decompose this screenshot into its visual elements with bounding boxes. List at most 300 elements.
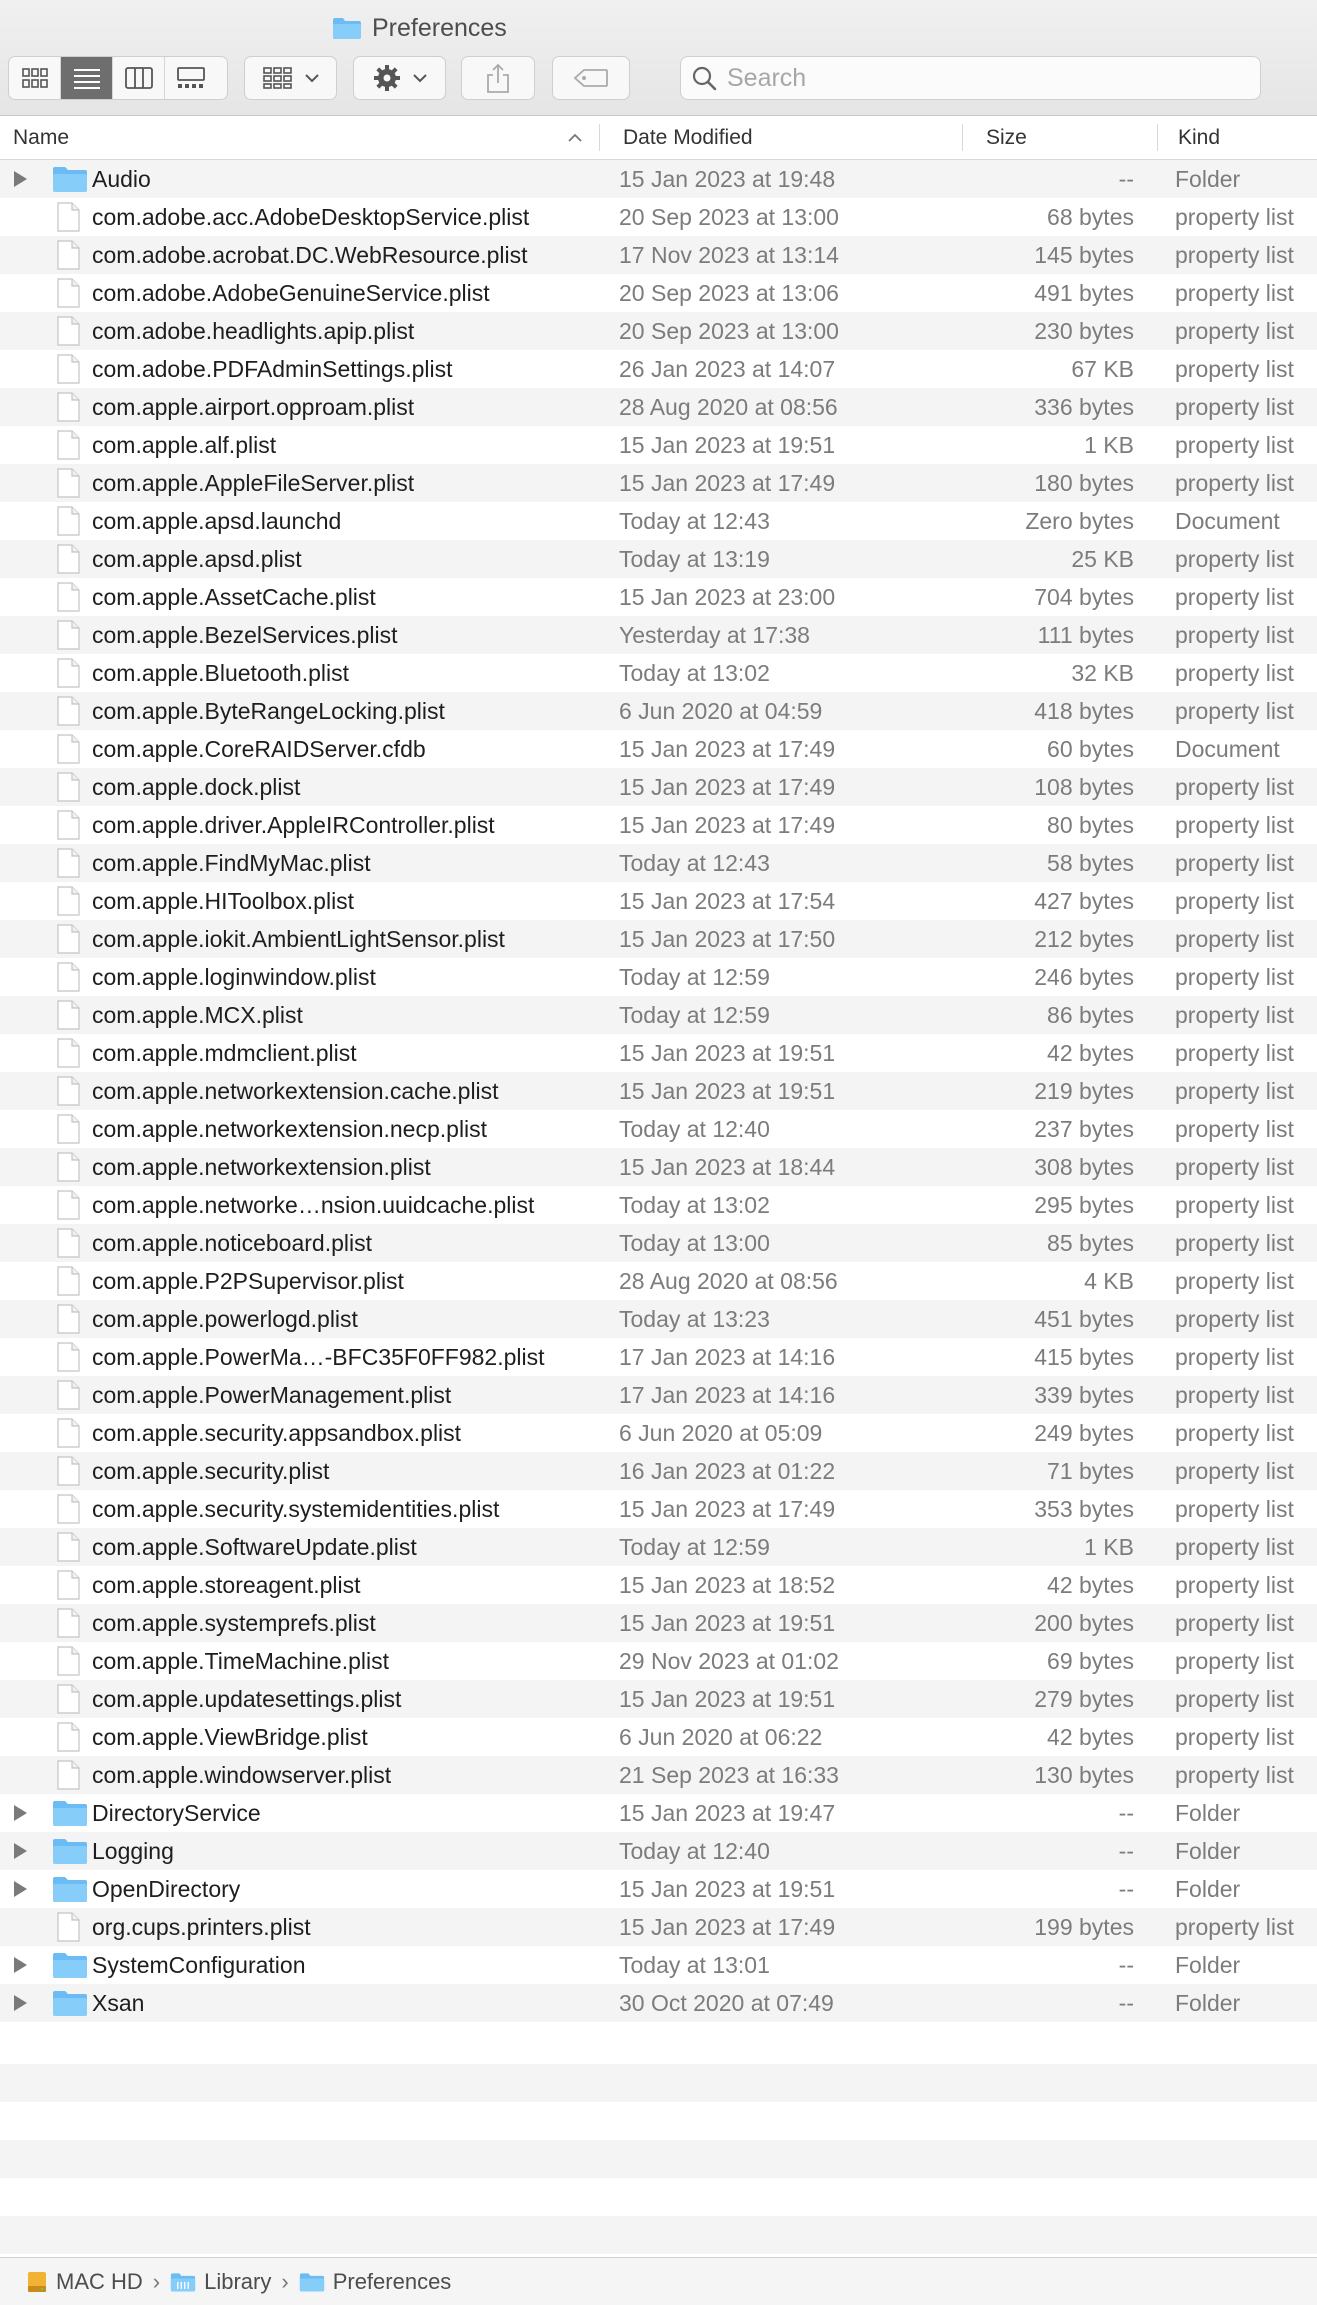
document-icon	[54, 392, 82, 428]
file-size: 130 bytes	[1034, 1762, 1134, 1788]
file-row[interactable]	[0, 1718, 1317, 1756]
file-row[interactable]	[0, 1300, 1317, 1338]
file-size: Zero bytes	[1025, 508, 1134, 534]
disclosure-triangle-icon[interactable]	[14, 1995, 27, 2011]
file-name: com.apple.AssetCache.plist	[92, 584, 376, 610]
document-icon	[54, 1570, 82, 1606]
file-name: com.apple.MCX.plist	[92, 1002, 303, 1028]
file-size: 219 bytes	[1034, 1078, 1134, 1104]
date-modified: 20 Sep 2023 at 13:00	[619, 204, 839, 230]
date-modified: Today at 13:00	[619, 1230, 770, 1256]
document-icon	[54, 1532, 82, 1568]
disclosure-triangle-icon[interactable]	[14, 1805, 27, 1821]
date-modified: 15 Jan 2023 at 17:49	[619, 1914, 836, 1940]
gear-icon	[373, 64, 401, 92]
file-name: com.apple.updatesettings.plist	[92, 1686, 402, 1712]
file-size: 32 KB	[1071, 660, 1134, 686]
date-modified: 15 Jan 2023 at 17:54	[619, 888, 836, 914]
file-name: OpenDirectory	[92, 1876, 241, 1902]
path-item-library[interactable]	[170, 2269, 271, 2295]
name-column-label: Name	[13, 125, 70, 149]
date-modified: 15 Jan 2023 at 19:48	[619, 166, 836, 192]
date-modified: 21 Sep 2023 at 16:33	[619, 1762, 839, 1788]
file-kind: property list	[1175, 1686, 1294, 1712]
document-icon	[54, 1456, 82, 1492]
file-row[interactable]	[0, 236, 1317, 274]
file-name: com.apple.security.appsandbox.plist	[92, 1420, 462, 1446]
file-name: com.apple.AppleFileServer.plist	[92, 470, 415, 496]
file-size: 491 bytes	[1034, 280, 1134, 306]
hard-drive-icon	[26, 2270, 48, 2294]
kind-column-header[interactable]	[1158, 116, 1317, 159]
date-modified: 15 Jan 2023 at 23:00	[619, 584, 836, 610]
file-kind: property list	[1175, 1762, 1294, 1788]
date-modified: 17 Jan 2023 at 14:16	[619, 1382, 836, 1408]
path-item-label: Library	[204, 2268, 272, 2294]
file-size: 86 bytes	[1047, 1002, 1134, 1028]
file-row[interactable]	[0, 1186, 1317, 1224]
file-row[interactable]	[0, 806, 1317, 844]
file-name: com.apple.ByteRangeLocking.plist	[92, 698, 445, 724]
date-modified: 15 Jan 2023 at 19:51	[619, 1610, 836, 1636]
document-icon	[54, 1722, 82, 1758]
file-kind: property list	[1175, 888, 1294, 914]
file-row[interactable]	[0, 312, 1317, 350]
column-view-button[interactable]	[113, 57, 165, 99]
file-row[interactable]	[0, 958, 1317, 996]
document-icon	[54, 886, 82, 922]
file-row[interactable]	[0, 692, 1317, 730]
chevron-down-icon	[305, 73, 319, 83]
folder-row[interactable]	[0, 1832, 1317, 1870]
date-modified: 15 Jan 2023 at 17:49	[619, 774, 836, 800]
empty-row	[0, 2140, 1317, 2178]
file-name: com.apple.P2PSupervisor.plist	[92, 1268, 404, 1294]
file-kind: property list	[1175, 1040, 1294, 1066]
file-row[interactable]	[0, 1490, 1317, 1528]
file-row[interactable]	[0, 730, 1317, 768]
document-icon	[54, 468, 82, 504]
disclosure-triangle-icon[interactable]	[14, 1881, 27, 1897]
folder-row[interactable]	[0, 160, 1317, 198]
date-modified: 6 Jun 2020 at 06:22	[619, 1724, 823, 1750]
file-name: com.apple.PowerManagement.plist	[92, 1382, 452, 1408]
file-kind: property list	[1175, 812, 1294, 838]
folder-icon	[52, 1951, 88, 1985]
file-row[interactable]	[0, 1262, 1317, 1300]
disclosure-triangle-icon[interactable]	[14, 1843, 27, 1859]
file-size: 704 bytes	[1034, 584, 1134, 610]
file-name: com.apple.HIToolbox.plist	[92, 888, 355, 914]
size-column-header[interactable]	[963, 116, 1156, 159]
file-name: com.apple.systemprefs.plist	[92, 1610, 376, 1636]
file-name: com.apple.BezelServices.plist	[92, 622, 398, 648]
file-size: 68 bytes	[1047, 204, 1134, 230]
folder-row[interactable]	[0, 1984, 1317, 2022]
file-kind: Folder	[1175, 1990, 1241, 2016]
file-name: com.apple.networkextension.plist	[92, 1154, 431, 1180]
file-size: --	[1118, 1838, 1134, 1864]
disclosure-triangle-icon[interactable]	[14, 171, 27, 187]
document-icon	[54, 962, 82, 998]
folder-icon	[299, 2271, 325, 2293]
file-size: 42 bytes	[1047, 1572, 1134, 1598]
file-size: 418 bytes	[1034, 698, 1134, 724]
path-item-mac-hd[interactable]	[26, 2269, 143, 2295]
path-separator-icon: ›	[152, 2268, 161, 2294]
file-size: 1 KB	[1084, 432, 1134, 458]
gallery-view-icon	[176, 67, 206, 89]
column-header	[0, 116, 1317, 160]
file-row[interactable]	[0, 996, 1317, 1034]
folder-icon	[170, 2271, 196, 2293]
file-kind: property list	[1175, 394, 1294, 420]
gallery-view-button[interactable]	[165, 57, 217, 99]
icon-view-button[interactable]	[9, 57, 61, 99]
path-item-label: MAC HD	[56, 2268, 143, 2294]
file-size: 200 bytes	[1034, 1610, 1134, 1636]
date-modified: Today at 13:23	[619, 1306, 770, 1332]
file-kind: Folder	[1175, 1876, 1241, 1902]
file-row[interactable]	[0, 1642, 1317, 1680]
tags-button[interactable]	[552, 56, 630, 100]
file-kind: property list	[1175, 1914, 1294, 1940]
file-kind: property list	[1175, 1116, 1294, 1142]
date-modified: 15 Jan 2023 at 17:49	[619, 1496, 836, 1522]
document-icon	[54, 1684, 82, 1720]
file-name: com.adobe.headlights.apip.plist	[92, 318, 415, 344]
file-kind: property list	[1175, 356, 1294, 382]
file-kind: property list	[1175, 1268, 1294, 1294]
document-icon	[54, 1912, 82, 1948]
action-menu-button[interactable]	[353, 56, 446, 100]
file-row[interactable]	[0, 1908, 1317, 1946]
file-size: --	[1118, 1990, 1134, 2016]
file-row[interactable]	[0, 426, 1317, 464]
date-modified: 6 Jun 2020 at 04:59	[619, 698, 823, 724]
folder-icon	[332, 16, 362, 40]
file-name: com.apple.TimeMachine.plist	[92, 1648, 389, 1674]
file-row[interactable]	[0, 540, 1317, 578]
view-mode-control	[8, 56, 228, 100]
file-name: com.apple.apsd.plist	[92, 546, 302, 572]
kind-column-label: Kind	[1178, 125, 1221, 149]
file-size: 249 bytes	[1034, 1420, 1134, 1446]
file-size: 339 bytes	[1034, 1382, 1134, 1408]
file-row[interactable]	[0, 1756, 1317, 1794]
file-size: --	[1118, 1800, 1134, 1826]
file-row[interactable]	[0, 502, 1317, 540]
date-modified: Today at 12:40	[619, 1116, 770, 1142]
file-name: com.apple.SoftwareUpdate.plist	[92, 1534, 417, 1560]
disclosure-triangle-icon[interactable]	[14, 1957, 27, 1973]
file-name: com.adobe.acc.AdobeDesktopService.plist	[92, 204, 530, 230]
sort-ascending-icon	[568, 133, 582, 143]
file-size: 42 bytes	[1047, 1724, 1134, 1750]
date-modified: Today at 12:59	[619, 1002, 770, 1028]
file-row[interactable]	[0, 198, 1317, 236]
document-icon	[54, 1646, 82, 1682]
file-size: 67 KB	[1071, 356, 1134, 382]
date-modified: 20 Sep 2023 at 13:00	[619, 318, 839, 344]
date-modified: 15 Jan 2023 at 19:51	[619, 1686, 836, 1712]
document-icon	[54, 278, 82, 314]
file-name: com.apple.windowserver.plist	[92, 1762, 392, 1788]
empty-row	[0, 2064, 1317, 2102]
file-list	[0, 160, 1317, 2022]
toolbar	[0, 0, 1317, 116]
file-size: 108 bytes	[1034, 774, 1134, 800]
file-name: com.apple.security.plist	[92, 1458, 330, 1484]
date-modified: 29 Nov 2023 at 01:02	[619, 1648, 839, 1674]
file-kind: property list	[1175, 926, 1294, 952]
date-modified: 17 Jan 2023 at 14:16	[619, 1344, 836, 1370]
file-row[interactable]	[0, 578, 1317, 616]
document-icon	[54, 316, 82, 352]
file-kind: property list	[1175, 242, 1294, 268]
file-row[interactable]	[0, 1680, 1317, 1718]
file-size: 4 KB	[1084, 1268, 1134, 1294]
date-modified: 15 Jan 2023 at 19:51	[619, 1876, 836, 1902]
file-row[interactable]	[0, 274, 1317, 312]
date-modified: Today at 12:43	[619, 850, 770, 876]
document-icon	[54, 810, 82, 846]
column-view-icon	[125, 67, 153, 89]
name-column-header[interactable]	[0, 116, 598, 159]
file-name: org.cups.printers.plist	[92, 1914, 311, 1940]
document-icon	[54, 240, 82, 276]
file-size: 58 bytes	[1047, 850, 1134, 876]
window-title	[332, 10, 507, 46]
date-modified: 15 Jan 2023 at 18:44	[619, 1154, 836, 1180]
file-row[interactable]	[0, 1338, 1317, 1376]
file-kind: property list	[1175, 1230, 1294, 1256]
file-name: Audio	[92, 166, 151, 192]
file-name: com.apple.networke…nsion.uuidcache.plist	[92, 1192, 535, 1218]
file-name: com.apple.dock.plist	[92, 774, 301, 800]
file-size: 353 bytes	[1034, 1496, 1134, 1522]
file-size: 415 bytes	[1034, 1344, 1134, 1370]
file-kind: property list	[1175, 1382, 1294, 1408]
date-modified: 15 Jan 2023 at 19:47	[619, 1800, 836, 1826]
file-row[interactable]	[0, 920, 1317, 958]
file-kind: property list	[1175, 1648, 1294, 1674]
document-icon	[54, 1380, 82, 1416]
file-kind: property list	[1175, 1420, 1294, 1446]
folder-row[interactable]	[0, 1794, 1317, 1832]
document-icon	[54, 1608, 82, 1644]
file-size: 42 bytes	[1047, 1040, 1134, 1066]
file-size: 308 bytes	[1034, 1154, 1134, 1180]
file-kind: property list	[1175, 1306, 1294, 1332]
file-row[interactable]	[0, 882, 1317, 920]
file-kind: Folder	[1175, 1838, 1241, 1864]
file-kind: property list	[1175, 1002, 1294, 1028]
file-size: 180 bytes	[1034, 470, 1134, 496]
date-modified: 15 Jan 2023 at 17:49	[619, 470, 836, 496]
document-icon	[54, 1494, 82, 1530]
file-row[interactable]	[0, 1528, 1317, 1566]
group-by-button[interactable]	[244, 56, 337, 100]
file-name: com.apple.networkextension.necp.plist	[92, 1116, 488, 1142]
file-size: 60 bytes	[1047, 736, 1134, 762]
search-field[interactable]	[680, 56, 1261, 100]
folder-icon	[52, 1837, 88, 1871]
folder-row[interactable]	[0, 1870, 1317, 1908]
file-row[interactable]	[0, 1072, 1317, 1110]
date-modified: 15 Jan 2023 at 18:52	[619, 1572, 836, 1598]
icon-view-icon	[22, 68, 48, 88]
file-kind: Folder	[1175, 1952, 1241, 1978]
document-icon	[54, 1266, 82, 1302]
document-icon	[54, 1228, 82, 1264]
file-size: 230 bytes	[1034, 318, 1134, 344]
file-kind: property list	[1175, 1610, 1294, 1636]
file-row[interactable]	[0, 844, 1317, 882]
file-size: 295 bytes	[1034, 1192, 1134, 1218]
date-modified: Today at 13:02	[619, 1192, 770, 1218]
file-kind: property list	[1175, 1572, 1294, 1598]
file-kind: Document	[1175, 736, 1280, 762]
file-name: com.apple.ViewBridge.plist	[92, 1724, 368, 1750]
file-row[interactable]	[0, 1034, 1317, 1072]
share-button[interactable]	[461, 56, 535, 100]
path-bar	[0, 2257, 1317, 2305]
date-modified: 6 Jun 2020 at 05:09	[619, 1420, 823, 1446]
file-kind: property list	[1175, 622, 1294, 648]
file-size: 85 bytes	[1047, 1230, 1134, 1256]
document-icon	[54, 202, 82, 238]
path-item-preferences[interactable]	[299, 2269, 452, 2295]
file-name: com.apple.storeagent.plist	[92, 1572, 361, 1598]
date-column-label: Date Modified	[623, 125, 753, 149]
document-icon	[54, 354, 82, 390]
date-modified: Today at 12:59	[619, 964, 770, 990]
date-modified: 30 Oct 2020 at 07:49	[619, 1990, 834, 2016]
file-kind: Document	[1175, 508, 1280, 534]
file-row[interactable]	[0, 1224, 1317, 1262]
file-size: 1 KB	[1084, 1534, 1134, 1560]
file-size: 145 bytes	[1034, 242, 1134, 268]
file-kind: Folder	[1175, 1800, 1241, 1826]
file-kind: property list	[1175, 1724, 1294, 1750]
empty-row	[0, 2178, 1317, 2216]
folder-row[interactable]	[0, 1946, 1317, 1984]
search-input[interactable]	[725, 63, 1229, 94]
file-kind: property list	[1175, 1534, 1294, 1560]
file-kind: property list	[1175, 204, 1294, 230]
file-name: com.apple.networkextension.cache.plist	[92, 1078, 499, 1104]
file-kind: property list	[1175, 470, 1294, 496]
search-icon	[691, 65, 717, 91]
group-grid-icon	[263, 67, 293, 89]
document-icon	[54, 1190, 82, 1226]
list-view-icon	[73, 67, 101, 89]
file-name: com.apple.apsd.launchd	[92, 508, 342, 534]
date-modified: 20 Sep 2023 at 13:06	[619, 280, 839, 306]
file-name: com.apple.FindMyMac.plist	[92, 850, 371, 876]
file-size: 111 bytes	[1037, 622, 1134, 648]
document-icon	[54, 1418, 82, 1454]
document-icon	[54, 1304, 82, 1340]
document-icon	[54, 1114, 82, 1150]
date-modified: Yesterday at 17:38	[619, 622, 810, 648]
file-row[interactable]	[0, 616, 1317, 654]
file-name: com.apple.mdmclient.plist	[92, 1040, 357, 1066]
date-modified: 17 Nov 2023 at 13:14	[619, 242, 839, 268]
file-name: DirectoryService	[92, 1800, 261, 1826]
file-row[interactable]	[0, 1604, 1317, 1642]
file-size: --	[1118, 1952, 1134, 1978]
list-view-button[interactable]	[61, 57, 113, 99]
file-name: com.apple.noticeboard.plist	[92, 1230, 372, 1256]
document-icon	[54, 1076, 82, 1112]
size-column-label: Size	[986, 125, 1027, 149]
file-kind: property list	[1175, 850, 1294, 876]
file-name: com.apple.CoreRAIDServer.cfdb	[92, 736, 426, 762]
document-icon	[54, 544, 82, 580]
date-column-header[interactable]	[600, 116, 962, 159]
file-name: Xsan	[92, 1990, 145, 2016]
file-name: Logging	[92, 1838, 174, 1864]
empty-list-area	[0, 2026, 1317, 2256]
file-name: com.apple.loginwindow.plist	[92, 964, 376, 990]
file-name: com.adobe.acrobat.DC.WebResource.plist	[92, 242, 528, 268]
document-icon	[54, 658, 82, 694]
file-name: com.apple.iokit.AmbientLightSensor.plist	[92, 926, 505, 952]
file-row[interactable]	[0, 1414, 1317, 1452]
document-icon	[54, 734, 82, 770]
file-name: SystemConfiguration	[92, 1952, 306, 1978]
file-row[interactable]	[0, 388, 1317, 426]
file-size: 246 bytes	[1034, 964, 1134, 990]
file-size: 212 bytes	[1034, 926, 1134, 952]
document-icon	[54, 1342, 82, 1378]
date-modified: 28 Aug 2020 at 08:56	[619, 394, 838, 420]
file-size: 199 bytes	[1034, 1914, 1134, 1940]
document-icon	[54, 924, 82, 960]
document-icon	[54, 430, 82, 466]
file-kind: property list	[1175, 964, 1294, 990]
file-row[interactable]	[0, 1566, 1317, 1604]
date-modified: 28 Aug 2020 at 08:56	[619, 1268, 838, 1294]
document-icon	[54, 1000, 82, 1036]
file-row[interactable]	[0, 1148, 1317, 1186]
file-row[interactable]	[0, 1110, 1317, 1148]
file-row[interactable]	[0, 1376, 1317, 1414]
file-name: com.apple.PowerMa…-BFC35F0FF982.plist	[92, 1344, 545, 1370]
file-size: 451 bytes	[1034, 1306, 1134, 1332]
file-size: 427 bytes	[1034, 888, 1134, 914]
date-modified: 15 Jan 2023 at 17:50	[619, 926, 836, 952]
file-kind: property list	[1175, 774, 1294, 800]
date-modified: 15 Jan 2023 at 19:51	[619, 1078, 836, 1104]
tag-icon	[574, 69, 608, 87]
file-kind: property list	[1175, 660, 1294, 686]
file-row[interactable]	[0, 350, 1317, 388]
file-row[interactable]	[0, 654, 1317, 692]
file-size: 279 bytes	[1034, 1686, 1134, 1712]
file-row[interactable]	[0, 768, 1317, 806]
file-row[interactable]	[0, 464, 1317, 502]
file-row[interactable]	[0, 1452, 1317, 1490]
document-icon	[54, 772, 82, 808]
date-modified: 15 Jan 2023 at 19:51	[619, 1040, 836, 1066]
folder-icon	[52, 1989, 88, 2023]
file-kind: property list	[1175, 1192, 1294, 1218]
empty-row	[0, 2102, 1317, 2140]
file-name: com.apple.Bluetooth.plist	[92, 660, 349, 686]
